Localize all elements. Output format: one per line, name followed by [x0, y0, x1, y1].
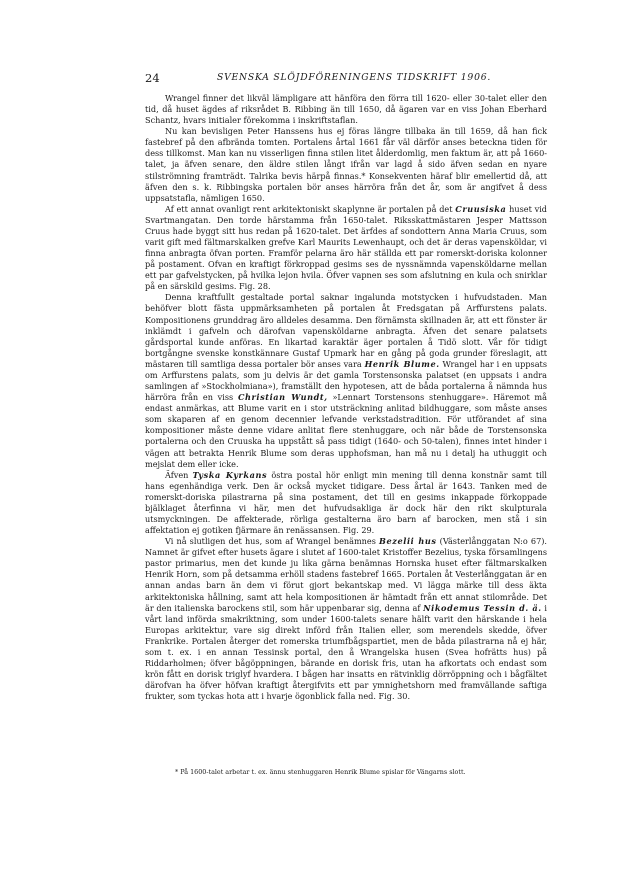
journal-title: SVENSKA SLÖJDFÖRENINGENS TIDSKRIFT 1906.: [217, 72, 492, 83]
paragraph-3-text-b: huset vid Svartmangatan. Den torde härstamma från 1650-talet. Riksskattmästaren Jesper Mattsson Cruus hade byggt sitt hus redan på 1620-talet. Det ärfdes af sondottern Anna Maria Cruus, som varit gift med fältmarskalken grefve Karl Maurits Lewenhaupt, och det är deras vapensköldar, vi finna anbragta öfvan porten. Framför pelarna äro här ställda ett par romerskt-doriska kolonner på postament. Ofvan en kraftigt förkroppad gesims ses de nyssnämnda vapensköldarne mellan ett par gafvelstycken, på hvilka lejon hvila. Öfver vapnen ses som afslutning en kula och snirklar på en särskild gesims. Fig. 28.: [145, 203, 548, 292]
paragraph-6-text-c: i vårt land införda smakriktning, som under 1600-talets senare hälft varit den härskande i hela Europas arkitektur, vare sig direkt införd från Italien eller, som merendels skedde, öfver Frankrike. Portalen återger det romerska triumfbågspartiet, men de båda pilastrarna nå ej här, som t. ex. i en annan Tessinsk portal, den å Wrangelska husen (Svea hofrätts hus) på Riddarholmen; öfver bågöppningen, bärande en dorisk fris, utan ha afkortats och endast som krön fått en dorisk triglyf hvardera. I bågen har insatts en rätvinklig dörröppning och i bågfältet därofvan ha öfver höfvan kraftigt återgifvits ett par ymnighetshorn med framvällande saftiga frukter, som tyckas hota att i hvarje ögonblick falla ned. Fig. 30.: [145, 602, 547, 702]
paragraph-3: [145, 204, 547, 293]
paragraph-1: Wrangel finner det likväl lämpligare att hänföra den förra till 1620- eller 30-talet eller den tid, då huset ägdes af riksrådet B. Ribbing än till 1650, då ägaren var en viss Johan Eberhard Schantz, hvars initialer förekomma i inskriftstaflan.: [145, 93, 547, 126]
paragraph-6-text-b: (Västerlånggatan N:o 67). Namnet är gifvet efter husets ägare i slutet af 1600-talet Kristoffer Bezelius, tyska församlingens pastor primarius, men det kunde ju lika gärna benämnas Hornska huset efter fältmarskalken Henrik Horn, som på detsamma erhöll stadens fastebref 1665. Portalen åt Vesterlånggatan är en annan andas barn än dem vi förut gjort bekantskap med. Vi lägga märke till dess äkta arkitektoniska hållning, samt att hela kompositionen är hämtadt från ett annat stilområde. Det är den italienska barockens stil, som här uppenbarar sig, denna af: [145, 536, 548, 613]
paragraph-4: [145, 292, 547, 469]
paragraph-4-text-b: Wrangel har i en uppsats om Arffurstens palats, som ju delvis är det gamla Torstensonska palatset (en uppsats i andra samlingen af »Stockholmiana»), framställt den hypotesen, att de båda portalerna å nämnda hus härröra från en viss: [145, 358, 547, 403]
paragraph-6-text-a: Vi nå slutligen det hus, som af Wrangel benämnes: [165, 536, 380, 547]
emphasis-tyska-kyrkans: Tyska Kyrkans: [192, 469, 268, 480]
emphasis-christian-wundt: Christian Wundt,: [237, 392, 328, 403]
paragraph-6: [145, 536, 547, 702]
paragraph-3-text-a: Af ett annat ovanligt rent arkitektoniskt skaplynne är portalen på det: [165, 203, 456, 214]
paragraph-4-text-c: »Lennart Torstensons stenhuggare». Häremot må endast anmärkas, att Blume varit en i stor utsträckning anlitad bildhuggare, som måste anses som skaparen af en genom decennier lefvande verkstadstradition. För utförandet af sina kompositioner måste denne vidare anlitat flere stenhuggare, och när både de Torstensonska portalerna och den Cruuska ha uppstått så pass tidigt (1640- och 50-talen), finnes intet hinder i vägen att betrakta Henrik Blume som deras upphofsman, han må nu i detalj ha uthuggit och mejslat dem eller icke.: [145, 392, 547, 469]
paragraph-5-text-b: östra postal hör enligt min mening till denna konstnär samt till hans egenhändiga verk. Den är också mycket tidigare. Dess årtal är 1643. Tanken med de romerskt-doriska pilastrarna på sina postament, det till en gesims inkappade förkoppade bjälklaget återfinna vi här, men det hufvudsakliga är dock här den rikt skulpturala utsmyckningen. De affekterade, rörliga gestalterna äro barn af barocken, men stå i sin affektation ej gotiken fjärmare än renässansen. Fig. 29.: [145, 469, 547, 536]
paragraph-5: [145, 470, 547, 536]
emphasis-nikodemus-tessin: Nikodemus Tessin d. ä.: [423, 602, 542, 613]
emphasis-cruusiska: Cruusiska: [455, 203, 507, 214]
emphasis-bezelii-hus: Bezelii hus: [379, 536, 437, 547]
page-number: 24: [145, 71, 160, 85]
running-header: [145, 71, 545, 85]
paragraph-4-text-a: Denna kraftfullt gestaltade portal saknar ingalunda motstycken i hufvudstaden. Man behöfver blott fästa uppmärksamheten på portalen åt Fredsgatan på Arffurstens palats. Kompositionens grunddrag äro alldeles desamma. Den förnämsta skillnaden är, att ett fönster är inklämdt i gafveln och därofvan vapensköldarne anbragta. Äfven det senare palatsets gårdsportal kunde anföras. En likartad karaktär äger portalen å Tidö slott. Vår för tidigt bortgångne svenske konstkännare Gustaf Upmark har en gång på goda grunder föreslagit, att mästaren till samtliga dessa portaler bör anses vara: [145, 292, 547, 369]
article-body: [145, 93, 547, 702]
paragraph-2: Nu kan bevisligen Peter Hanssens hus ej föras längre tillbaka än till 1659, då han fick fastebref på den afbrända tomten. Portalens årtal 1661 får väl därför anses beteckna tiden för dess tillkomst. Man kan nu visserligen finna stilen litet ålderdomlig, men faktum är, att på 1660-talet, ja äfven senare, den äldre stilen långt ifrån var lagd å sido äfven sedan en nyare stilströmning framträdt. Talrika bevis härpå finnas.* Konsekventen häraf blir emellertid då, att äfven den s. k. Ribbingska portalen bör anses härröra från det år, som är angifvet å dess uppsatstafla, nämligen 1650.: [145, 126, 547, 203]
emphasis-henrik-blume: Henrik Blume.: [364, 358, 440, 369]
paragraph-5-text-a: Äfven: [165, 469, 193, 480]
footnote: * På 1600-talet arbetar t. ex. ännu stenhuggaren Henrik Blume spislar för Vängarns slott.: [175, 768, 466, 776]
